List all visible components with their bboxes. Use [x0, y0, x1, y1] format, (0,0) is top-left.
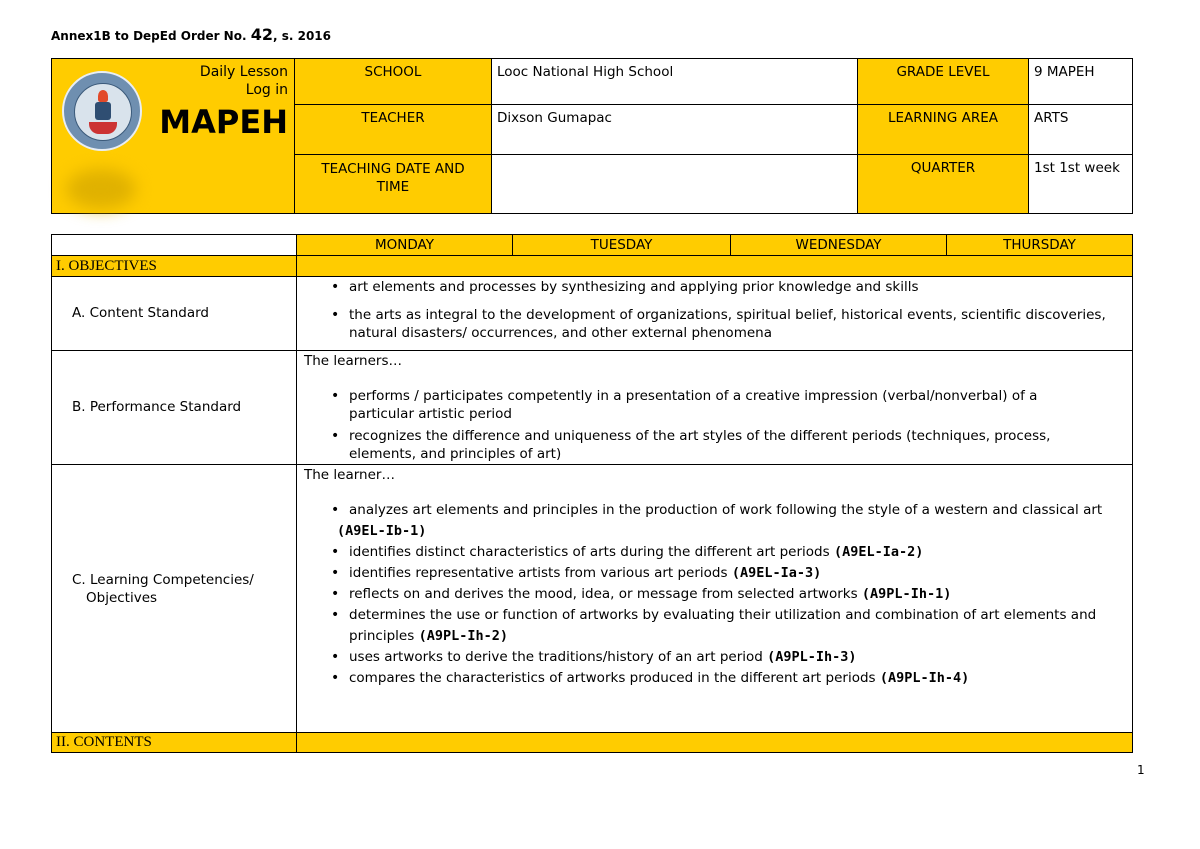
objectives-row [52, 256, 1132, 277]
competency-item: • uses artworks to derive the traditions/history of an art period (A9PL-Ih-3) [327, 647, 1127, 668]
learning-area-value: ARTS [1029, 105, 1132, 155]
blank-corner-cell [52, 235, 297, 255]
competency-item: • determines the use or function of artworks by evaluating their utilization and combination of art elements and principles (A9PL-Ih-2) [327, 605, 1127, 647]
learning-area-label: LEARNING AREA [858, 105, 1029, 155]
subject-title: MAPEH [159, 103, 288, 141]
school-label: SCHOOL [295, 59, 492, 105]
annex-number: 42 [250, 25, 273, 44]
teacher-label: TEACHER [295, 105, 492, 155]
competency-item: • analyzes art elements and principles in the production of work following the style of a western and classical art (A9EL-Ib-1) [327, 500, 1119, 542]
quarter-label: QUARTER [858, 155, 1029, 213]
teaching-date-value [492, 155, 858, 213]
day-headers [297, 235, 1132, 255]
dll-title: Daily Lesson Log in [199, 64, 288, 98]
teacher-value: Dixson Gumapac [492, 105, 858, 155]
lesson-log-table [51, 234, 1133, 753]
content-standard-item: • art elements and processes by synthesizing and applying prior knowledge and skills [327, 277, 1127, 298]
content-standard-label: A. Content Standard [72, 305, 209, 321]
performance-standard-row [52, 351, 1132, 465]
content-standard-row [52, 277, 1132, 351]
contents-empty [297, 733, 1132, 752]
contents-title: II. CONTENTS [52, 733, 297, 752]
competencies-intro: The learner… [304, 467, 395, 483]
page-number: 1 [1137, 763, 1145, 777]
annex-reference [51, 25, 331, 44]
competencies-label-cell [52, 465, 297, 732]
objectives-empty [297, 256, 1132, 276]
day-tuesday: TUESDAY [513, 235, 731, 255]
quarter-value: 1st 1st week [1034, 160, 1120, 176]
competencies-label: C. Learning Competencies/ Objectives [72, 572, 254, 606]
teaching-date-label: TEACHING DATE AND TIME [295, 155, 492, 213]
competency-item: • reflects on and derives the mood, idea, or message from selected artworks (A9PL-Ih-1) [327, 584, 1127, 605]
content-standard-cell [297, 277, 1132, 350]
grade-level-value: 9 MAPEH [1029, 59, 1132, 105]
competencies-cell [297, 465, 1132, 732]
performance-item: • performs / participates competently in a presentation of a creative impression (verbal/nonverbal) of a particular artistic period [327, 387, 1087, 423]
blurred-mark [66, 169, 136, 209]
performance-intro: The learners… [304, 353, 402, 369]
logo-area [52, 59, 295, 213]
school-value: Looc National High School [492, 59, 858, 105]
day-wednesday: WEDNESDAY [731, 235, 947, 255]
performance-item: • recognizes the difference and uniqueness of the art styles of the different periods (techniques, process, elements, and principles of art) [327, 427, 1087, 463]
competency-item: • compares the characteristics of artworks produced in the different art periods (A9PL-Ih-4) [327, 668, 1127, 689]
day-thursday: THURSDAY [1003, 237, 1076, 253]
header-table [51, 58, 1133, 214]
performance-standard-label: B. Performance Standard [72, 399, 242, 415]
annex-suffix: , s. 2016 [272, 29, 331, 43]
performance-standard-cell [297, 351, 1132, 464]
competencies-row [52, 465, 1132, 733]
performance-standard-label-cell [52, 351, 297, 464]
content-standard-item: • the arts as integral to the development of organizations, spiritual belief, historical events, scientific discoveries, natural disasters/ occurrences, and other external phenomena [327, 306, 1127, 342]
content-standard-label-cell [52, 277, 297, 350]
day-monday: MONDAY [297, 235, 513, 255]
competency-item: • identifies representative artists from various art periods (A9EL-Ia-3) [327, 563, 1127, 584]
objectives-title: I. OBJECTIVES [52, 256, 297, 276]
grade-level-label: GRADE LEVEL [858, 59, 1029, 105]
annex-prefix: Annex1B to DepEd Order No. [51, 29, 251, 43]
deped-seal-icon [62, 71, 142, 151]
day-header-row [52, 235, 1132, 256]
contents-row [52, 733, 1132, 752]
competency-item: • identifies distinct characteristics of arts during the different art periods (A9EL-Ia-2) [327, 542, 1127, 563]
